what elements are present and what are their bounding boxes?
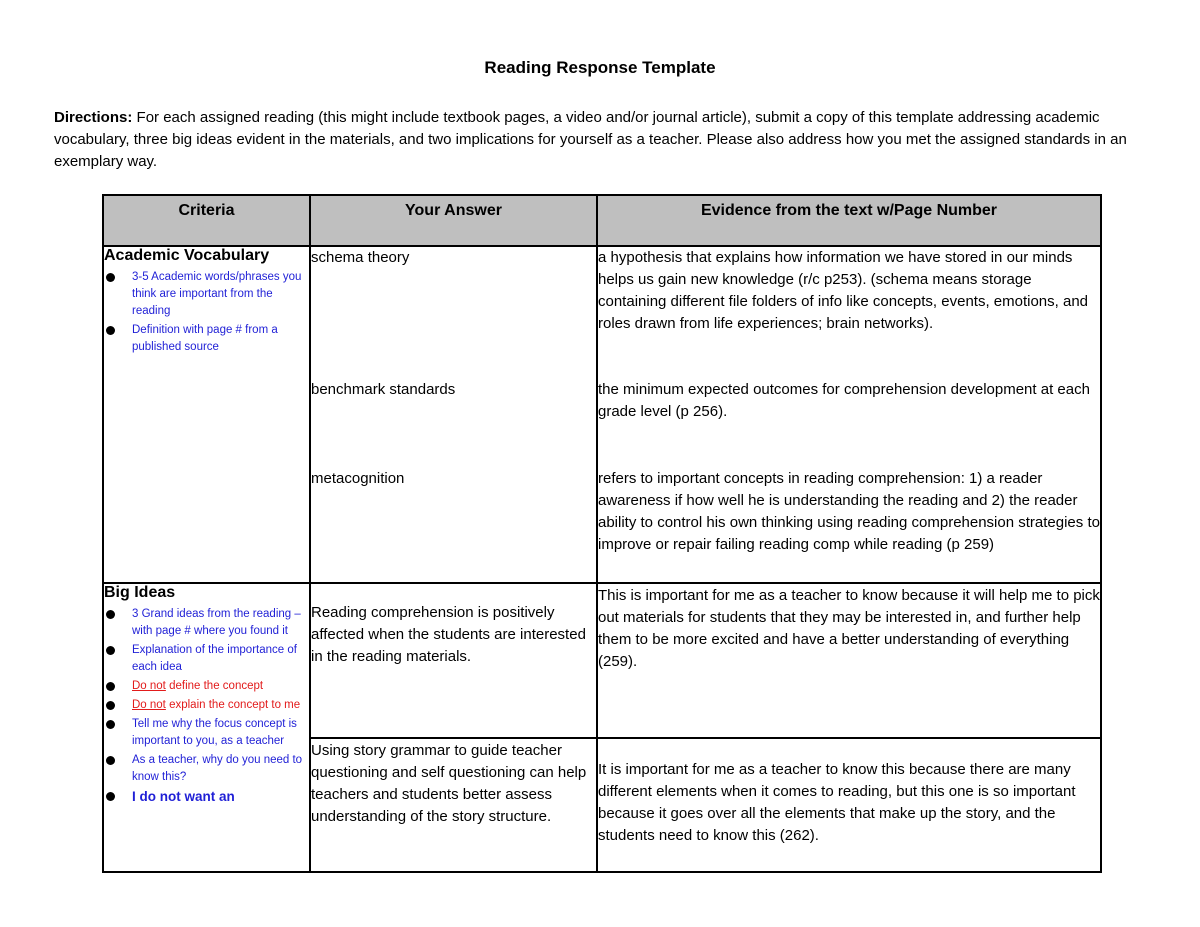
answer-entry: schema theory [311,249,410,266]
response-table [102,194,1102,873]
evidence-entry: the minimum expected outcomes for comprehension development at each grade level (p 256). [598,381,1090,420]
table-row-academic-vocabulary [103,246,1101,583]
bullet-item: I do not want an [104,788,309,805]
table-header-row [103,195,1101,246]
header-your-answer: Your Answer [310,195,597,246]
bullet-item: Explanation of the importance of each idea [104,642,309,676]
evidence-cell [597,246,1101,583]
bullet-text: define the concept [165,680,264,692]
bullet-item [104,697,309,714]
criteria-big-ideas [103,583,310,872]
criteria-bullets [104,606,309,805]
criteria-title: Academic Vocabulary [104,247,270,264]
answer-entry: benchmark standards [311,381,456,398]
page-title: Reading Response Template [484,58,716,77]
evidence-entry: a hypothesis that explains how information we have stored in our minds helps us gain new knowledge (r/c p253). (schema means storage containing different file folders of info like concepts, events, emotions, and roles drawn from life experiences; brain networks). [598,249,1089,332]
answer-cell [310,246,597,583]
criteria-bullets [104,269,309,356]
bullet-item: Definition with page # from a published source [104,322,309,356]
evidence-entry: refers to important concepts in reading comprehension: 1) a reader awareness if how well he is understanding the reading and 2) the reader ability to control his own thinking using reading comprehension strategies to improve or repair failing reading comp while reading (p 259) [598,470,1100,553]
bullet-item: 3 Grand ideas from the reading – with page # where you found it [104,606,309,640]
directions-label: Directions: [54,109,133,126]
bullet-emphasis: Do not [132,680,166,692]
bullet-item: As a teacher, why do you need to know this? [104,752,309,786]
answer-entry: metacognition [311,470,405,487]
answer-entry: Using story grammar to guide teacher questioning and self questioning can help teachers and students better assess understanding of the story structure. [311,742,587,825]
table-row-big-ideas-1 [103,583,1101,738]
header-criteria: Criteria [103,195,310,246]
evidence-entry: It is important for me as a teacher to know this because there are many different elements when it comes to reading, but this one is so important because it goes over all the elements that make up the story, and the students need to know this (262). [598,761,1076,844]
evidence-entry: This is important for me as a teacher to know because it will help me to pick out materials for students that they may be interested in, and further help them to be more excited and have a better understanding of everything (259). [598,587,1100,670]
answer-cell [310,583,597,738]
bullet-emphasis: Do not [132,699,166,711]
criteria-academic-vocabulary [103,246,310,583]
evidence-cell [597,583,1101,738]
bullet-text: explain the concept to me [165,699,301,711]
answer-cell [310,738,597,872]
bullet-item: 3-5 Academic words/phrases you think are important from the reading [104,269,309,320]
bullet-item [104,678,309,695]
header-evidence: Evidence from the text w/Page Number [597,195,1101,246]
criteria-title: Big Ideas [104,584,176,601]
directions-text: For each assigned reading (this might include textbook pages, a video and/or journal article), submit a copy of this template addressing academic vocabulary, three big ideas evident in the materials, and two implications for yourself as a teacher. Please also address how you met the assigned standards in an exemplary way. [54,109,1127,170]
answer-entry: Reading comprehension is positively affected when the students are interested in the reading materials. [311,604,586,665]
bullet-item: Tell me why the focus concept is important to you, as a teacher [104,716,309,750]
evidence-cell [597,738,1101,872]
directions [54,107,1144,173]
